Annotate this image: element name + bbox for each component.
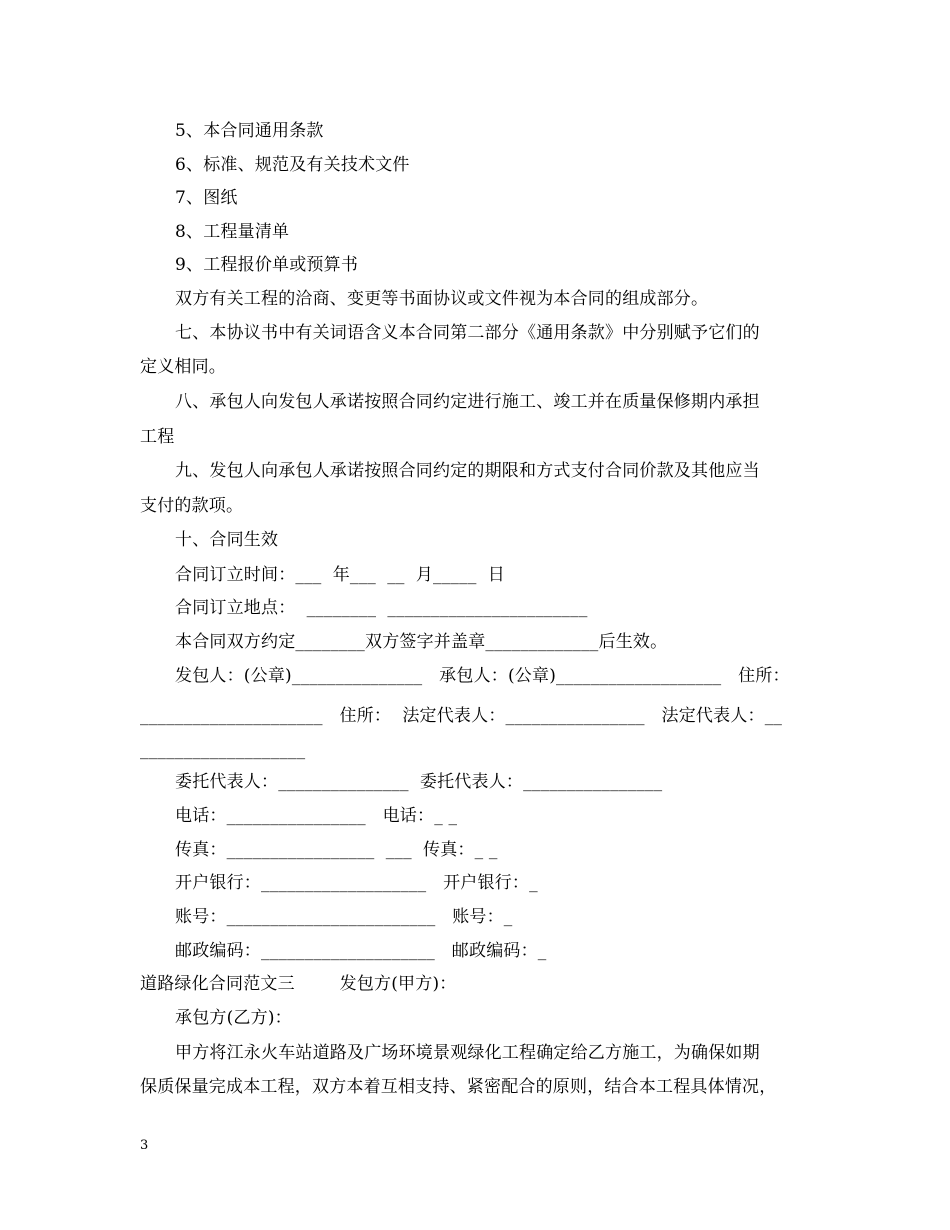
bank-line: 开户银行：___________________ 开户银行：_ [175, 873, 538, 893]
paragraph-line: 八、承包人向发包人承诺按照合同约定进行施工、竣工并在质量保修期内承担 [175, 392, 760, 412]
signing-date-line: 合同订立时间：___ 年___ __ 月_____ 日 [175, 565, 505, 585]
clause-item-7: 7、图纸 [175, 188, 238, 208]
paragraph-line: 双方有关工程的洽商、变更等书面协议或文件视为本合同的组成部分。 [175, 289, 709, 309]
page-number: 3 [140, 1138, 149, 1153]
clause-item-5: 5、本合同通用条款 [175, 121, 324, 141]
phone-line: 电话：________________ 电话：_ _ [175, 806, 458, 826]
paragraph-line: 保质保量完成本工程，双方本着互相支持、紧密配合的原则，结合本工程具体情况， [140, 1077, 777, 1097]
effective-condition-line: 本合同双方约定________双方签字并盖章_____________后生效。 [175, 632, 668, 652]
contractor-line: 承包方(乙方)： [175, 1008, 292, 1028]
clause-item-9: 9、工程报价单或预算书 [175, 255, 359, 275]
paragraph-line: 定义相同。 [140, 357, 226, 377]
paragraph-line: 工程 [140, 427, 175, 447]
signing-place-line: 合同订立地点： ________ _______________________ [175, 598, 588, 618]
postcode-line: 邮政编码：____________________ 邮政编码：_ [175, 941, 547, 961]
clause-item-8: 8、工程量清单 [175, 222, 290, 242]
section-heading: 十、合同生效 [175, 530, 279, 550]
fax-line: 传真：_________________ ___ 传真：_ _ [175, 840, 498, 860]
paragraph-line: 九、发包人向承包人承诺按照合同约定的期限和方式支付合同价款及其他应当 [175, 461, 760, 481]
agent-line: 委托代表人：_______________ 委托代表人：________________ [175, 772, 663, 792]
paragraph-line: 甲方将江永火车站道路及广场环境景观绿化工程确定给乙方施工，为确保如期 [175, 1043, 760, 1063]
account-line: 账号：________________________ 账号：_ [175, 907, 513, 927]
signature-party-line: 发包人：(公章)_______________ 承包人：(公章)___________________ 住所： [175, 666, 790, 686]
contract-title-line: 道路绿化合同范文三 发包方(甲方)： [140, 974, 457, 994]
clause-item-6: 6、标准、规范及有关技术文件 [175, 155, 410, 175]
paragraph-line: 七、本协议书中有关词语含义本合同第二部分《通用条款》中分别赋予它们的 [175, 323, 760, 343]
paragraph-line: 支付的款项。 [140, 496, 244, 516]
signature-blank-line: ___________________ [140, 740, 306, 760]
signature-address-line: _____________________ 住所： 法定代表人：________________ 法定代表人：__ [140, 706, 783, 726]
